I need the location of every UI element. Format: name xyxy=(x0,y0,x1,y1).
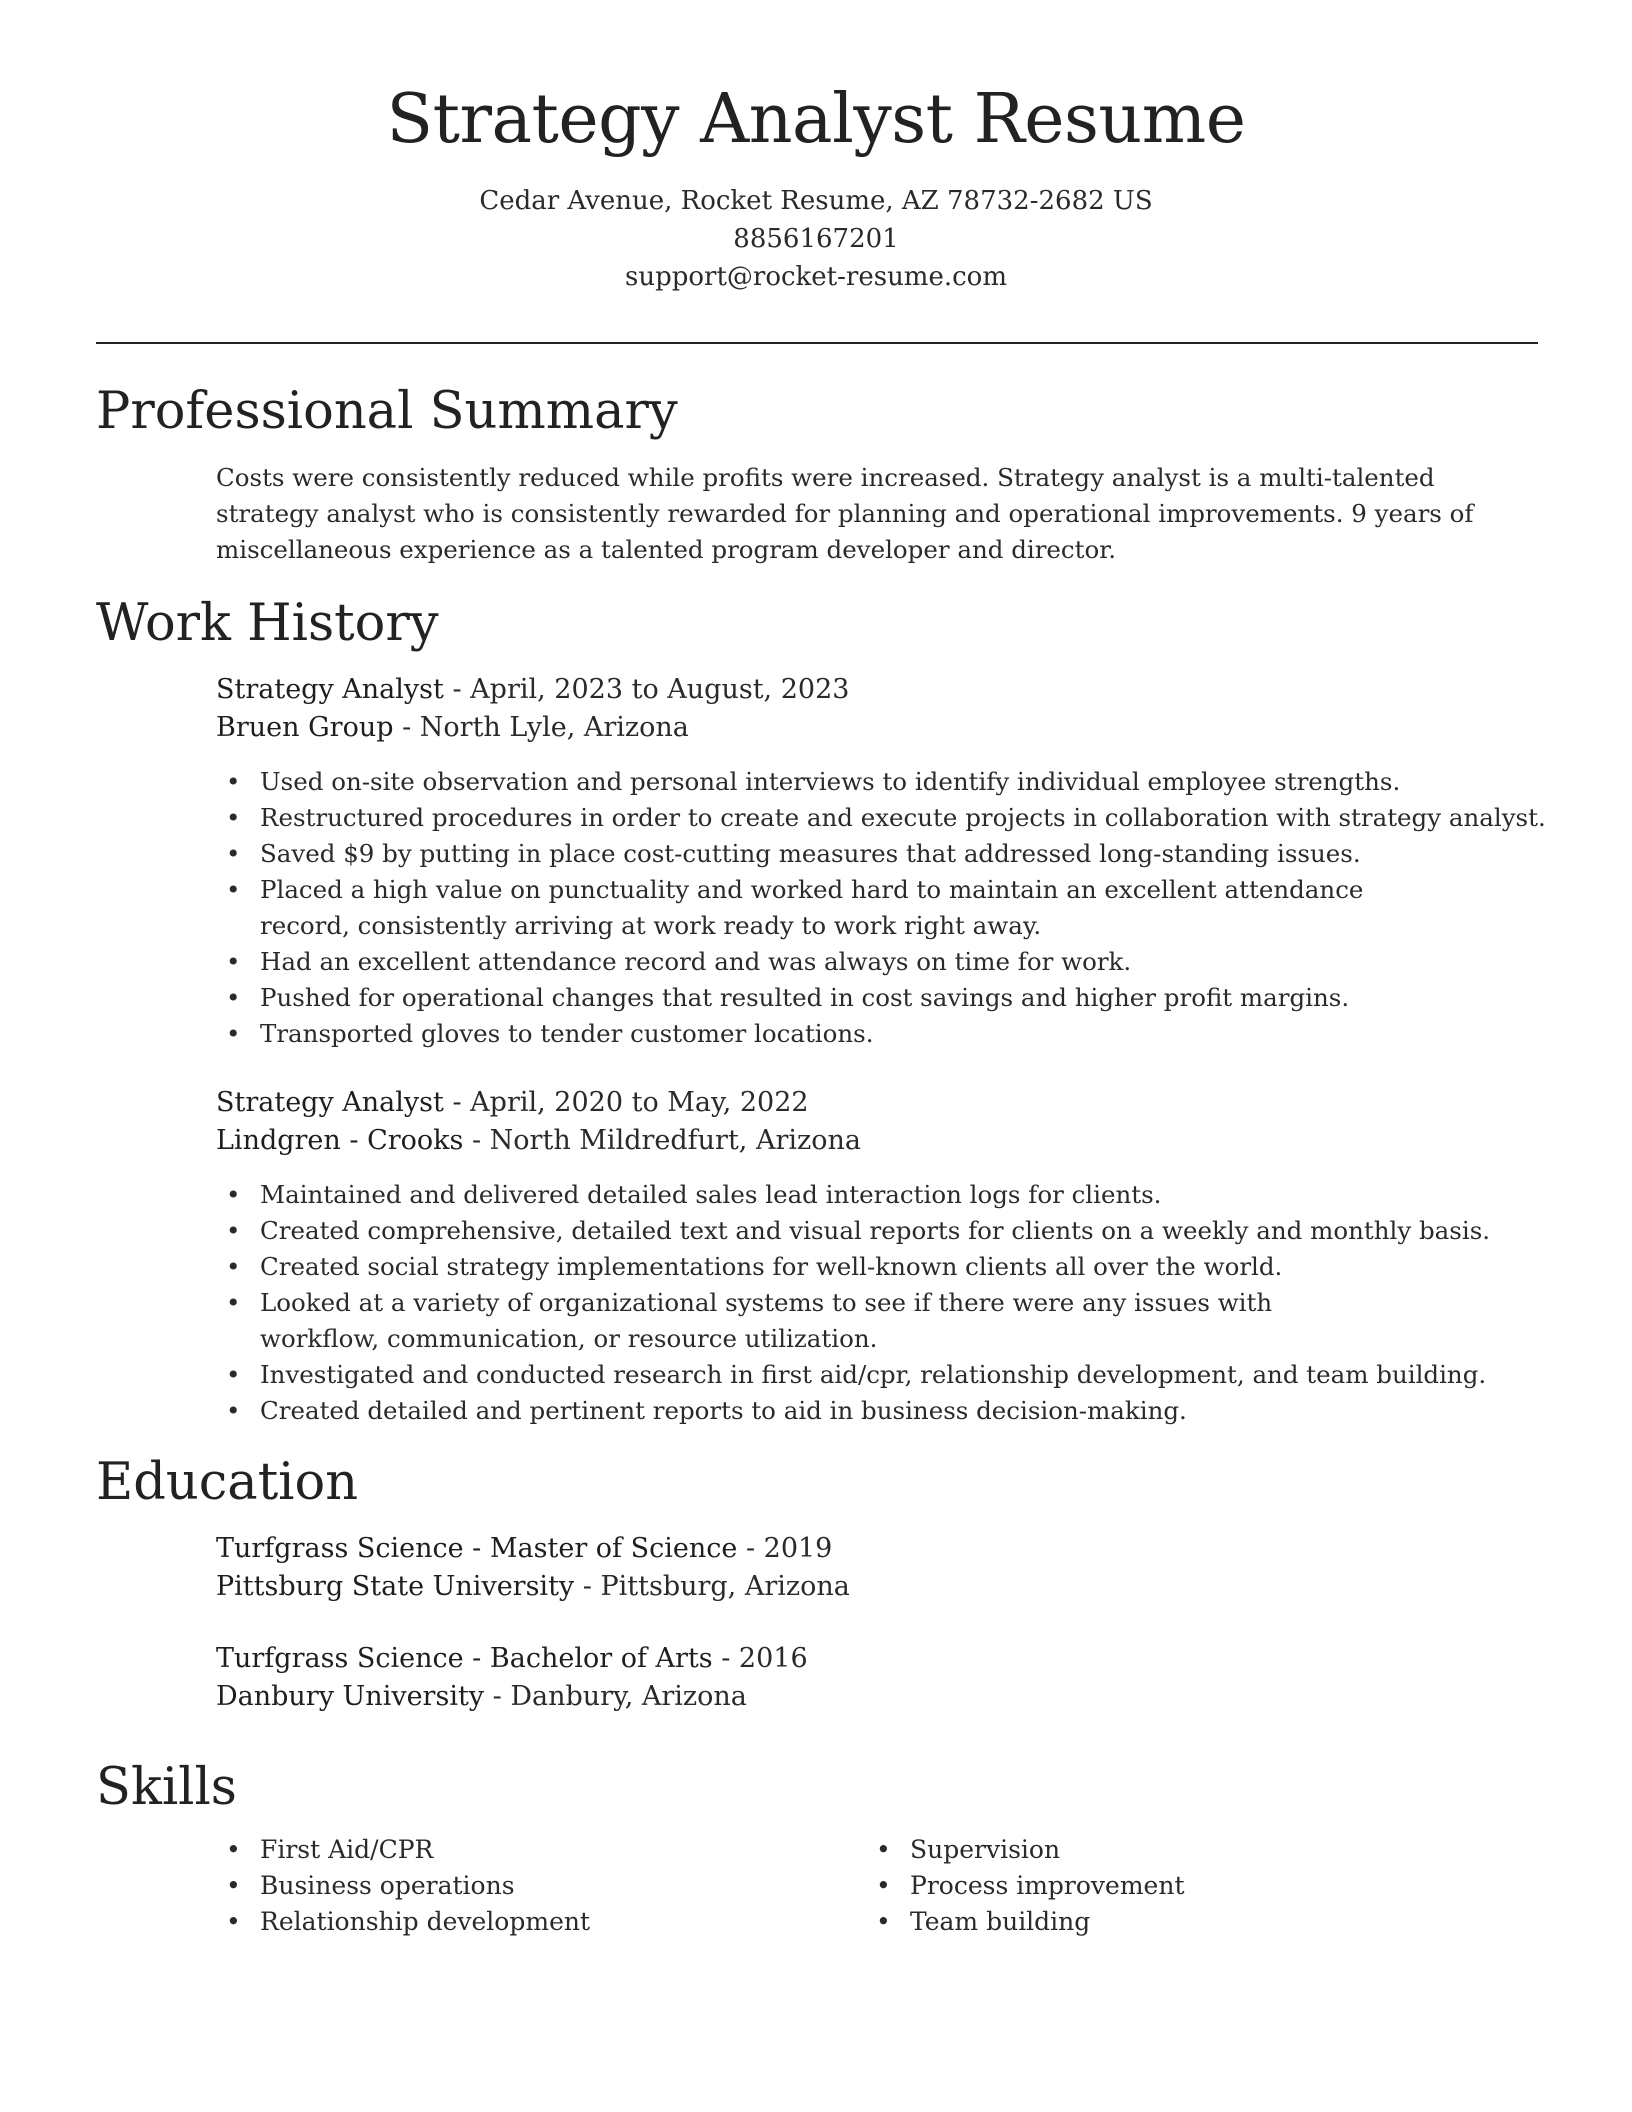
list-item: • Created social strategy implementations for well-known clients all over the world. xyxy=(260,1249,1590,1285)
skill-item: • Supervision xyxy=(910,1832,1185,1868)
resume-header xyxy=(0,0,1632,296)
job-2-title: Strategy Analyst xyxy=(216,1087,444,1118)
contact-block xyxy=(0,182,1632,296)
job-2-bullets xyxy=(216,1177,1590,1429)
list-item: • Pushed for operational changes that resulted in cost savings and higher profit margins. xyxy=(260,980,1590,1016)
summary-text-block xyxy=(216,460,1506,568)
skills-list-right xyxy=(866,1832,1185,1940)
edu-2-school: Danbury University xyxy=(216,1681,485,1712)
job-1-company: Bruen Group xyxy=(216,712,394,743)
list-item: • Placed a high value on punctuality and worked hard to maintain an excellent attendance record, consistently arriving at work ready to work right away. xyxy=(260,872,1400,944)
skill-item: • Team building xyxy=(910,1904,1185,1940)
edu-1-location: - Pittsburg, Arizona xyxy=(574,1571,850,1602)
skills-heading: Skills xyxy=(96,1758,237,1817)
list-item: • Used on-site observation and personal interviews to identify individual employee strengths. xyxy=(260,764,1590,800)
job-2-location: - North Mildredfurt, Arizona xyxy=(463,1125,861,1156)
summary-text: Costs were consistently reduced while profits were increased. Strategy analyst is a multi-talented strategy analyst who is consistently rewarded for planning and operational improvements. 9 years of miscellaneous experience as a talented program developer and director. xyxy=(216,463,1474,564)
list-item: • Had an excellent attendance record and was always on time for work. xyxy=(260,944,1590,980)
list-item: • Restructured procedures in order to create and execute projects in collaboration with strategy analyst. xyxy=(260,800,1590,836)
list-item: • Saved $9 by putting in place cost-cutting measures that addressed long-standing issues. xyxy=(260,836,1590,872)
phone: 8856167201 xyxy=(733,224,899,254)
skill-item: • Relationship development xyxy=(260,1904,590,1940)
edu-2-year: - 2016 xyxy=(712,1643,808,1674)
job-2-company: Lindgren - Crooks xyxy=(216,1125,464,1156)
job-1-title: Strategy Analyst xyxy=(216,674,444,705)
list-item: • Maintained and delivered detailed sales lead interaction logs for clients. xyxy=(260,1177,1590,1213)
job-2-header xyxy=(216,1084,1516,1160)
job-1-header xyxy=(216,671,1516,747)
skills-list-left xyxy=(216,1832,590,1940)
job-1-dates: - April, 2023 to August, 2023 xyxy=(443,674,850,705)
edu-1-school: Pittsburg State University xyxy=(216,1571,575,1602)
list-item: • Looked at a variety of organizational systems to see if there were any issues with workflow, communication, or resource utilization. xyxy=(260,1285,1380,1357)
header-divider xyxy=(96,342,1538,344)
edu-1-degree: Turfgrass Science - Master of Science xyxy=(216,1533,738,1564)
education-entry-1 xyxy=(216,1530,1516,1606)
skill-item: • Business operations xyxy=(260,1868,590,1904)
job-1-location: - North Lyle, Arizona xyxy=(393,712,689,743)
job-1-bullets xyxy=(216,764,1590,1052)
address: Cedar Avenue, Rocket Resume, AZ 78732-2682 US xyxy=(479,186,1153,216)
skill-item: • First Aid/CPR xyxy=(260,1832,590,1868)
email: support@rocket-resume.com xyxy=(624,262,1007,292)
education-heading: Education xyxy=(96,1453,359,1512)
skill-item: • Process improvement xyxy=(910,1868,1185,1904)
list-item: • Investigated and conducted research in first aid/cpr, relationship development, and team building. xyxy=(260,1357,1590,1393)
job-2-dates: - April, 2020 to May, 2022 xyxy=(443,1087,809,1118)
edu-1-year: - 2019 xyxy=(737,1533,833,1564)
list-item: • Created detailed and pertinent reports to aid in business decision-making. xyxy=(260,1393,1590,1429)
edu-2-location: - Danbury, Arizona xyxy=(484,1681,747,1712)
list-item: • Created comprehensive, detailed text and visual reports for clients on a weekly and monthly basis. xyxy=(260,1213,1590,1249)
edu-2-degree: Turfgrass Science - Bachelor of Arts xyxy=(216,1643,713,1674)
summary-heading: Professional Summary xyxy=(96,382,678,441)
resume-title: Strategy Analyst Resume xyxy=(386,80,1246,159)
education-entry-2 xyxy=(216,1640,1516,1716)
work-history-heading: Work History xyxy=(96,594,439,653)
list-item: • Transported gloves to tender customer locations. xyxy=(260,1016,1590,1052)
